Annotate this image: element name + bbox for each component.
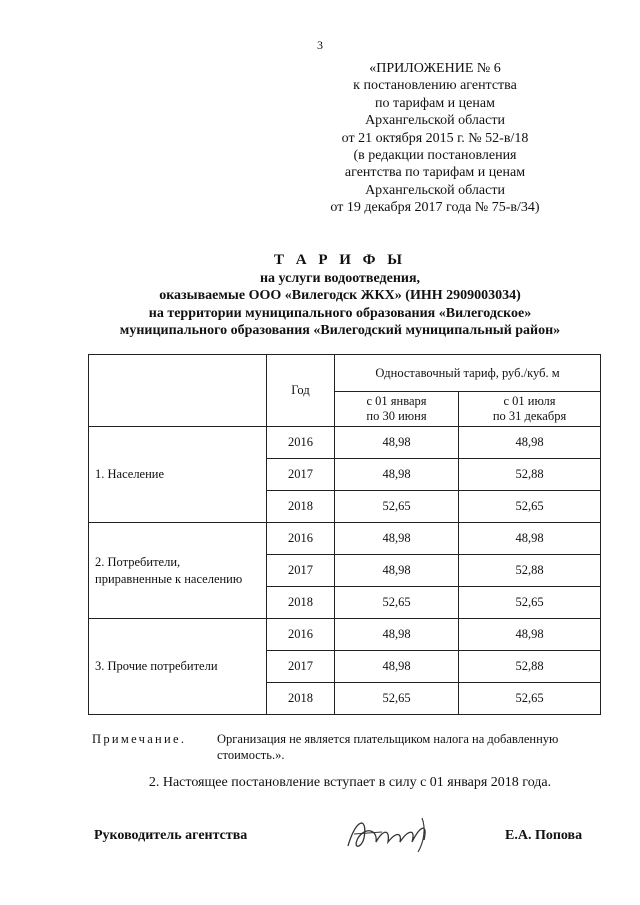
tariff-table [88, 354, 601, 715]
page-number: 3 [317, 38, 323, 52]
closing-paragraph: 2. Настоящее постановление вступает в силу с 01 января 2018 года. [148, 775, 552, 790]
header-category-blank [89, 355, 267, 427]
tariff-first-half-cell: 48,98 [335, 427, 459, 459]
title-line: оказываемые ООО «Вилегодск ЖКХ» (ИНН 2909003034) [159, 288, 521, 303]
appendix-line: агентства по тарифам и ценам [344, 165, 526, 181]
tariff-second-half-cell: 48,98 [459, 523, 601, 555]
category-label: 3. Прочие потребители [95, 659, 218, 673]
category-label: 2. Потребители, [95, 554, 181, 569]
appendix-line: (в редакции постановления [353, 148, 517, 164]
tariff-second-half-cell: 52,88 [459, 555, 601, 587]
tariff-second-half-cell: 52,65 [459, 491, 601, 523]
tariff-first-half-cell: 48,98 [335, 523, 459, 555]
header-first-half-line: по 30 июня [366, 409, 427, 423]
category-label: 1. Население [95, 467, 165, 481]
header-first-half [335, 392, 459, 427]
tariff-second-half-cell: 52,65 [459, 683, 601, 715]
appendix-line: от 19 декабря 2017 года № 75-в/34) [330, 200, 540, 216]
appendix-line: от 21 октября 2015 г. № 52-в/18 [341, 130, 529, 146]
title-line: на территории муниципального образования «Вилегодское» [148, 305, 532, 321]
year-cell: 2018 [267, 491, 335, 523]
category-label: приравненные к населению [95, 571, 243, 586]
header-year: Год [267, 355, 335, 427]
tariff-second-half-cell: 52,88 [459, 651, 601, 683]
tariff-first-half-cell: 52,65 [335, 587, 459, 619]
header-first-half-line: с 01 января [366, 394, 427, 408]
signatory-name: Е.А. Попова [505, 828, 583, 843]
tariff-second-half-cell: 48,98 [459, 427, 601, 459]
table-row [89, 427, 601, 459]
table-row [89, 619, 601, 651]
tariff-first-half-cell: 48,98 [335, 619, 459, 651]
year-cell: 2016 [267, 619, 335, 651]
tariff-second-half-cell: 52,65 [459, 587, 601, 619]
appendix-line: по тарифам и ценам [375, 95, 495, 111]
tariff-first-half-cell: 52,65 [335, 491, 459, 523]
year-cell: 2016 [267, 427, 335, 459]
tariff-first-half-cell: 48,98 [335, 555, 459, 587]
year-cell: 2016 [267, 523, 335, 555]
header-second-half-line: по 31 декабря [492, 409, 567, 423]
category-cell [89, 427, 267, 523]
note-text-continued: стоимость.». [217, 748, 285, 762]
header-second-half-line: с 01 июля [503, 394, 556, 408]
note-label: Примечание. [92, 732, 187, 746]
tariff-first-half-cell: 48,98 [335, 651, 459, 683]
table-row [89, 523, 601, 555]
header-tariff: Одноставочный тариф, руб./куб. м [335, 355, 601, 392]
signature-image [338, 808, 448, 858]
year-cell: 2017 [267, 459, 335, 491]
signatory-title: Руководитель агентства [94, 828, 248, 843]
year-cell: 2018 [267, 683, 335, 715]
appendix-line: «ПРИЛОЖЕНИЕ № 6 [369, 61, 501, 76]
tariff-first-half-cell: 48,98 [335, 459, 459, 491]
note-text: Организация не является плательщиком налога на добавленную [217, 732, 559, 746]
appendix-line: Архангельской области [365, 113, 505, 129]
year-cell: 2017 [267, 555, 335, 587]
title-heading: Т А Р И Ф Ы [273, 252, 407, 268]
tariff-first-half-cell: 52,65 [335, 683, 459, 715]
header-second-half [459, 392, 601, 427]
appendix-header [300, 60, 570, 217]
title-line: на услуги водоотведения, [259, 270, 421, 286]
tariff-second-half-cell: 52,88 [459, 459, 601, 491]
year-cell: 2018 [267, 587, 335, 619]
category-cell [89, 523, 267, 619]
document-title [60, 252, 620, 340]
note [92, 731, 600, 763]
category-cell [89, 619, 267, 715]
title-line: муниципального образования «Вилегодский муниципальный район» [119, 323, 561, 338]
tariff-second-half-cell: 48,98 [459, 619, 601, 651]
appendix-line: Архангельской области [365, 182, 505, 198]
year-cell: 2017 [267, 651, 335, 683]
appendix-line: к постановлению агентства [353, 78, 517, 94]
